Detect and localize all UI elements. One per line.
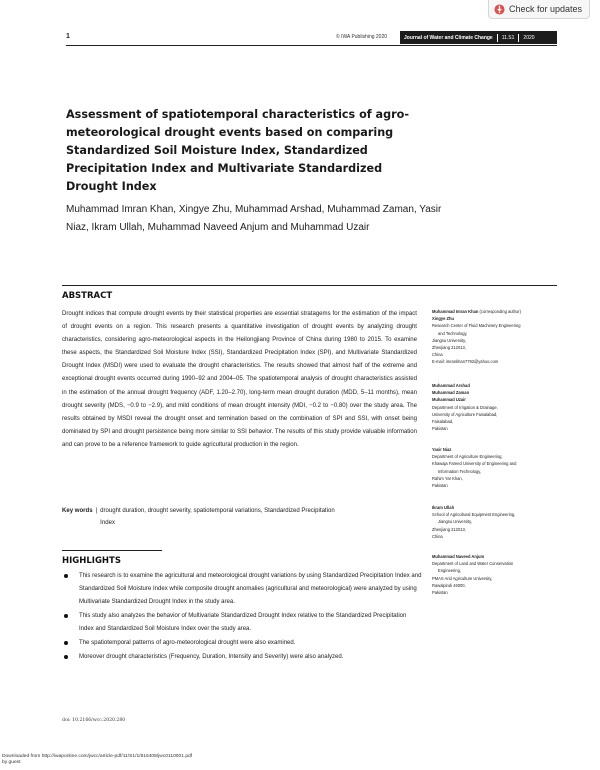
highlights-list	[62, 570, 422, 665]
keywords-label: Key words	[62, 508, 93, 514]
check-updates-label: Check for updates	[508, 4, 582, 14]
bullet-icon	[64, 574, 68, 578]
list-item: This research is to examine the agricultural and meteorological drought variations by using Standardized Precipitation Index and Standardized Soil Moisture Index while composite drought anomalies (agricultural and meteorological) were analyzed by using Multivariate Standardized Drought Index in the study area.	[62, 570, 422, 609]
journal-name: Journal of Water and Climate Change	[404, 34, 493, 41]
list-item: The spatiotemporal patterns of agro-meteorological drought were also examined.	[62, 637, 422, 650]
keywords-list: drought duration, drought severity, spatiotemporal variations, Standardized Precipitation Index	[100, 508, 335, 526]
check-for-updates-button[interactable]	[488, 0, 590, 19]
page-number: 1	[66, 33, 70, 40]
affiliation-block: Muhammad Naveed Anjum Department of Land and Water Conservation Engineering, PMAS Arid Agriculture University, Rawalpindi 46000, Pakistan	[432, 554, 514, 596]
abstract-heading: ABSTRACT	[62, 291, 113, 301]
keywords	[62, 505, 417, 529]
affiliation-block: Yasir Niaz Department of Agriculture Engineering, Khawaja Fareed University of Engineering and Information Technology, Rahim Yar Khan, Pakistan	[432, 447, 517, 489]
abstract-rule	[62, 285, 557, 286]
affiliation-block: Muhammad Imran Khan (corresponding author) Xingye Zhu Research Center of Fluid Machinery Engineering and Technology, Jiangsu University, Zhenjiang 212013, China E-mail: imrankhan7792@yahoo.com	[432, 308, 562, 366]
journal-volume: 11.S1	[501, 34, 515, 41]
download-guest: by guest	[2, 760, 21, 766]
bullet-icon	[64, 641, 68, 645]
abstract-text: Drought indices that compute drought events by their statistical properties are essential stratagems for the estimation of the impact of drought events on a region. This research presents a quantitative investigation of drought events by analyzing drought characteristics, considering agro-meteorological aspects in the Heilongjiang Province of China during 1980 to 2015. To examine these aspects, the Standardized Soil Moisture Index (SSI), Standardized Precipitation Index (SPI), and Multivariate Standardized Drought Index (MSDI) were used to evaluate the drought characteristics. The results showed that almost half of the extreme and exceptional drought events occurred during 1990–92 and 2004–05. The spatiotemporal analysis of drought characteristics assisted in the estimation of the annual drought frequency (ADF, 1.20–2.70), long-term mean drought duration (MDD, 5–11 months), mean drought severity (MDS, −0.9 to −2.9), and mild conditions of mean drought intensity (MDI, −0.2 to −0.80) over the study area. The results obtained by MSDI reveal the drought onset and termination based on the combination of SPI and SSI, with onset being dominated by SPI and drought persistence being more similar to SSI behavior. The results of this study provide valuable information and can prove to be a reference framework to guide agricultural production in the region.	[62, 311, 417, 448]
list-item: Moreover drought characteristics (Frequency, Duration, Intensity and Severity) were also analyzed.	[62, 651, 422, 664]
affiliation-block: Muhammad Arshad Muhammad Zaman Muhammad Uzair Department of Irrigation & Drainage, University of Agriculture Faisalabad, Faisalabad, Pakistan	[432, 383, 498, 432]
journal-year: 2020	[523, 34, 535, 41]
affiliation-name: Muhammad Imran Khan	[432, 309, 479, 314]
keywords-separator: |	[95, 508, 98, 514]
header-rule	[66, 45, 557, 46]
download-footer	[2, 754, 192, 767]
publisher-notice: © IWA Publishing 2020	[336, 34, 388, 40]
highlights-rule	[62, 550, 162, 551]
journal-header-band	[400, 31, 557, 44]
list-item: This study also analyzes the behavior of Multivariate Standardized Drought Index relative to the Standardized Precipitation Index and Standardized Soil Moisture Index over the study area.	[62, 610, 422, 636]
corresponding-note: (corresponding author)	[478, 309, 521, 314]
highlights-heading: HIGHLIGHTS	[62, 556, 121, 566]
bullet-icon	[64, 614, 68, 618]
bullet-icon	[64, 655, 68, 659]
article-title: Assessment of spatiotemporal characteristics of agro-meteorological drought events based on comparing Standardized Soil Moisture Index, Standardized Precipitation Index and Multivariate Standardized Drought Index	[66, 108, 409, 193]
download-url[interactable]: Downloaded from http://iwaponline.com/jwcc/article-pdf/11/S1/1/816408/jwc0110001.pdf	[2, 754, 193, 759]
affiliation-name: Xingye Zhu	[432, 316, 455, 322]
check-updates-icon	[494, 4, 505, 15]
author-list: Muhammad Imran Khan, Xingye Zhu, Muhammad Arshad, Muhammad Zaman, Yasir Niaz, Ikram Ullah, Muhammad Naveed Anjum and Muhammad Uzair	[66, 204, 442, 233]
email-link[interactable]: E-mail: imrankhan7792@yahoo.com	[432, 359, 499, 365]
doi[interactable]: doi: 10.2166/wcc.2020.280	[62, 718, 126, 723]
affiliation-block: Ikram Ullah School of Agricultural Equipment Engineering, Jiangsu University, Zhenjiang 212013, China	[432, 505, 516, 539]
